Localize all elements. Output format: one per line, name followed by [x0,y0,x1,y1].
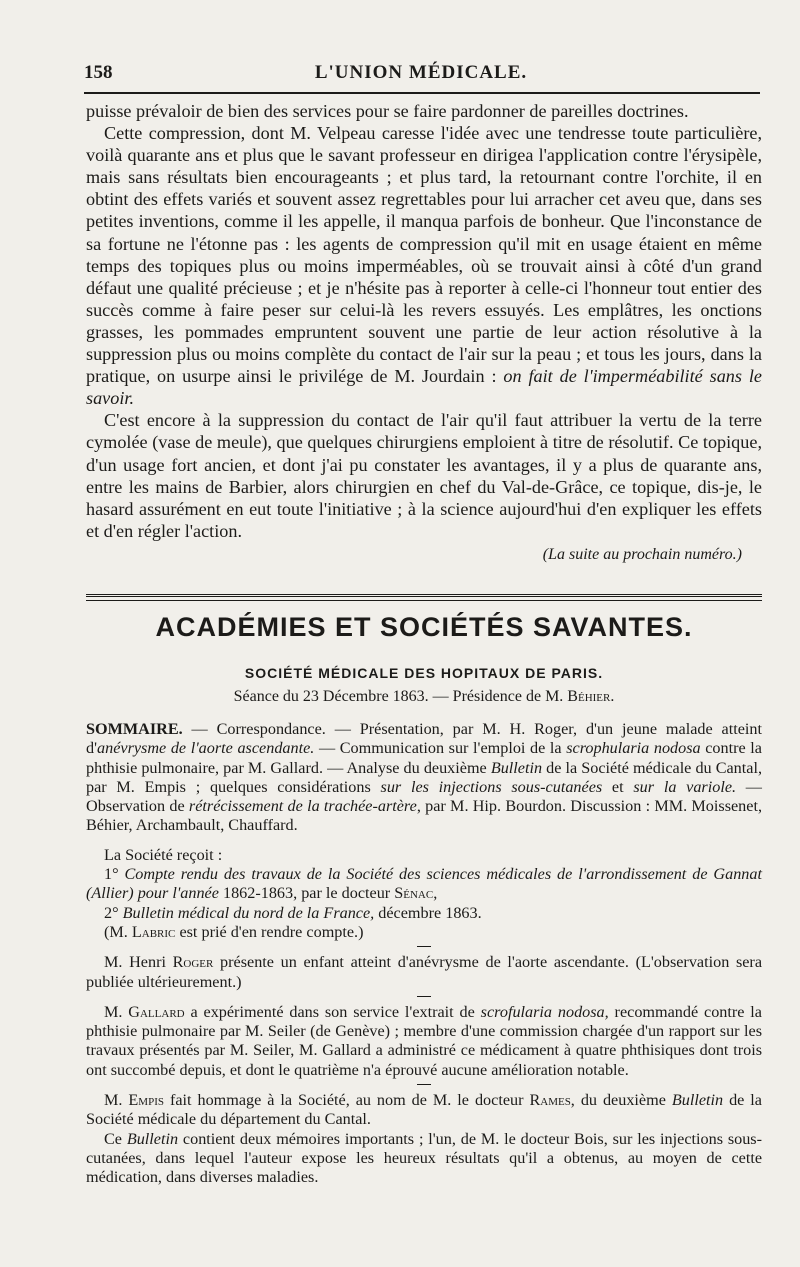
roger-paragraph: M. Henri Roger présente un enfant atteint d'anévrysme de l'aorte ascendante. (L'observation sera publiée ultérieurement.) [86,953,763,991]
running-title: L'UNION MÉDICALE. [314,62,528,83]
separator [417,996,431,997]
society-minutes [86,720,762,1188]
bulletin-paragraph: Ce Bulletin contient deux mémoires importants ; l'un, de M. le docteur Bois, sur les injections sous-cutanées, dans lequel l'auteur expose les heureux résultats qu'il a obtenus, au moyen de cette médication, dans diverses maladies. [86,1129,763,1187]
seance-line: Séance du 23 Décembre 1863. — Présidence de M. Béhier. [233,688,615,705]
correspondence-intro: La Société reçoit : [104,845,223,864]
paragraph-2: Cette compression, dont M. Velpeau caresse l'idée avec une tendresse toute particulière, voilà quarante ans et plus que le savant professeur en dirigea l'application contre l'érysipèle, mais sans résultats bien encourageants ; et plus tard, la retournant contre l'orchite, il en obtint des effets variés et souvent assez regrettables pour lui arracher cet aveu que, dans ses petites inventions, comme il les appelle, il manqua parfois de bonheur. Que l'inconstance de sa fortune ne l'étonne pas : les agents de compression qu'il mit en usage étaient en même temps des topiques plus ou moins imperméables, où se trouvait ainsi à côté d'un grand défaut une qualité précieuse ; et je n'hésite pas à reporter à celle-ci l'honneur tout entier des succès comme à faire peser sur celui-là les revers essuyés. Les emplâtres, les onctions grasses, les pommades empruntent souvent une partie de leur action résolutive à la suppression plus ou moins complète du contact de l'air sur la peau ; et tous les jours, dans la pratique, on usurpe ainsi le privilége de M. Jourdain : on fait de l'imperméabilité sans le savoir. [86,123,762,409]
paragraph-3: C'est encore à la suppression du contact de l'air qu'il faut attribuer la vertu de la terre cymolée (vase de meule), que quelques chirurgiens emploient à titre de résolutif. Ce topique, d'un usage fort ancien, et dont j'ai pu constater les avantages, il y a plus de quarante ans, entre les mains de Barbier, alors chirurgien en chef du Val-de-Grâce, ce topique, dis-je, le hasard assurément en eut toute l'initiative ; à la science aujourd'hui d'en expliquer les effets et d'en régler l'action. [86,410,762,541]
section-title: ACADÉMIES ET SOCIÉTÉS SAVANTES. [155,612,693,642]
header-rule [84,92,760,94]
page-number: 158 [84,62,113,83]
correspondence-item-1: 1° Compte rendu des travaux de la Société des sciences médicales de l'arrondissement de Gannat (Allier) pour l'année 1862-1863, par le docteur Sénac, [86,865,762,903]
correspondence-item-2: 2° Bulletin médical du nord de la France, décembre 1863. [104,903,482,922]
paragraph-1: puisse prévaloir de bien des services pour se faire pardonner de pareilles doctrines. [86,101,689,121]
empis-paragraph: M. Empis fait hommage à la Société, au nom de M. le docteur Rames, du deuxième Bulletin de la Société médicale du département du Cantal. [86,1091,762,1129]
continued-note: (La suite au prochain numéro.) [542,545,742,563]
correspondence-item-3: (M. Labric est prié d'en rendre compte.) [104,922,364,941]
society-heading: SOCIÉTÉ MÉDICALE DES HOPITAUX DE PARIS. [244,665,604,681]
section-rule [86,594,762,601]
separator [417,946,431,947]
gallard-paragraph: M. Gallard a expérimenté dans son service l'extrait de scrofularia nodosa, recommandé contre la phthisie pulmonaire par M. Seiler (de Genève) ; membre d'une commission chargée d'un rapport sur les travaux présentés par M. Seiler, M. Gallard a administré ce médicament à quatre phthisiques dont trois ont succombé depuis, et dont le quatrième n'a éprouvé aucune amélioration notable. [86,1002,762,1079]
article-continuation [86,100,762,566]
summary: SOMMAIRE. — Correspondance. — Présentation, par M. H. Roger, d'un jeune malade atteint d'anévrysme de l'aorte ascendante. — Communication sur l'emploi de la scrophularia nodosa contre la phthisie pulmonaire, par M. Gallard. — Analyse du deuxième Bulletin de la Société médicale du Cantal, par M. Empis ; quelques considérations sur les injections sous-cutanées et sur la variole. — Observation de rétrécissement de la trachée-artère, par M. Hip. Bourdon. Discussion : MM. Moissenet, Béhier, Archambault, Chauffard. [86,720,763,835]
separator [417,1084,431,1085]
page-header [84,58,758,92]
